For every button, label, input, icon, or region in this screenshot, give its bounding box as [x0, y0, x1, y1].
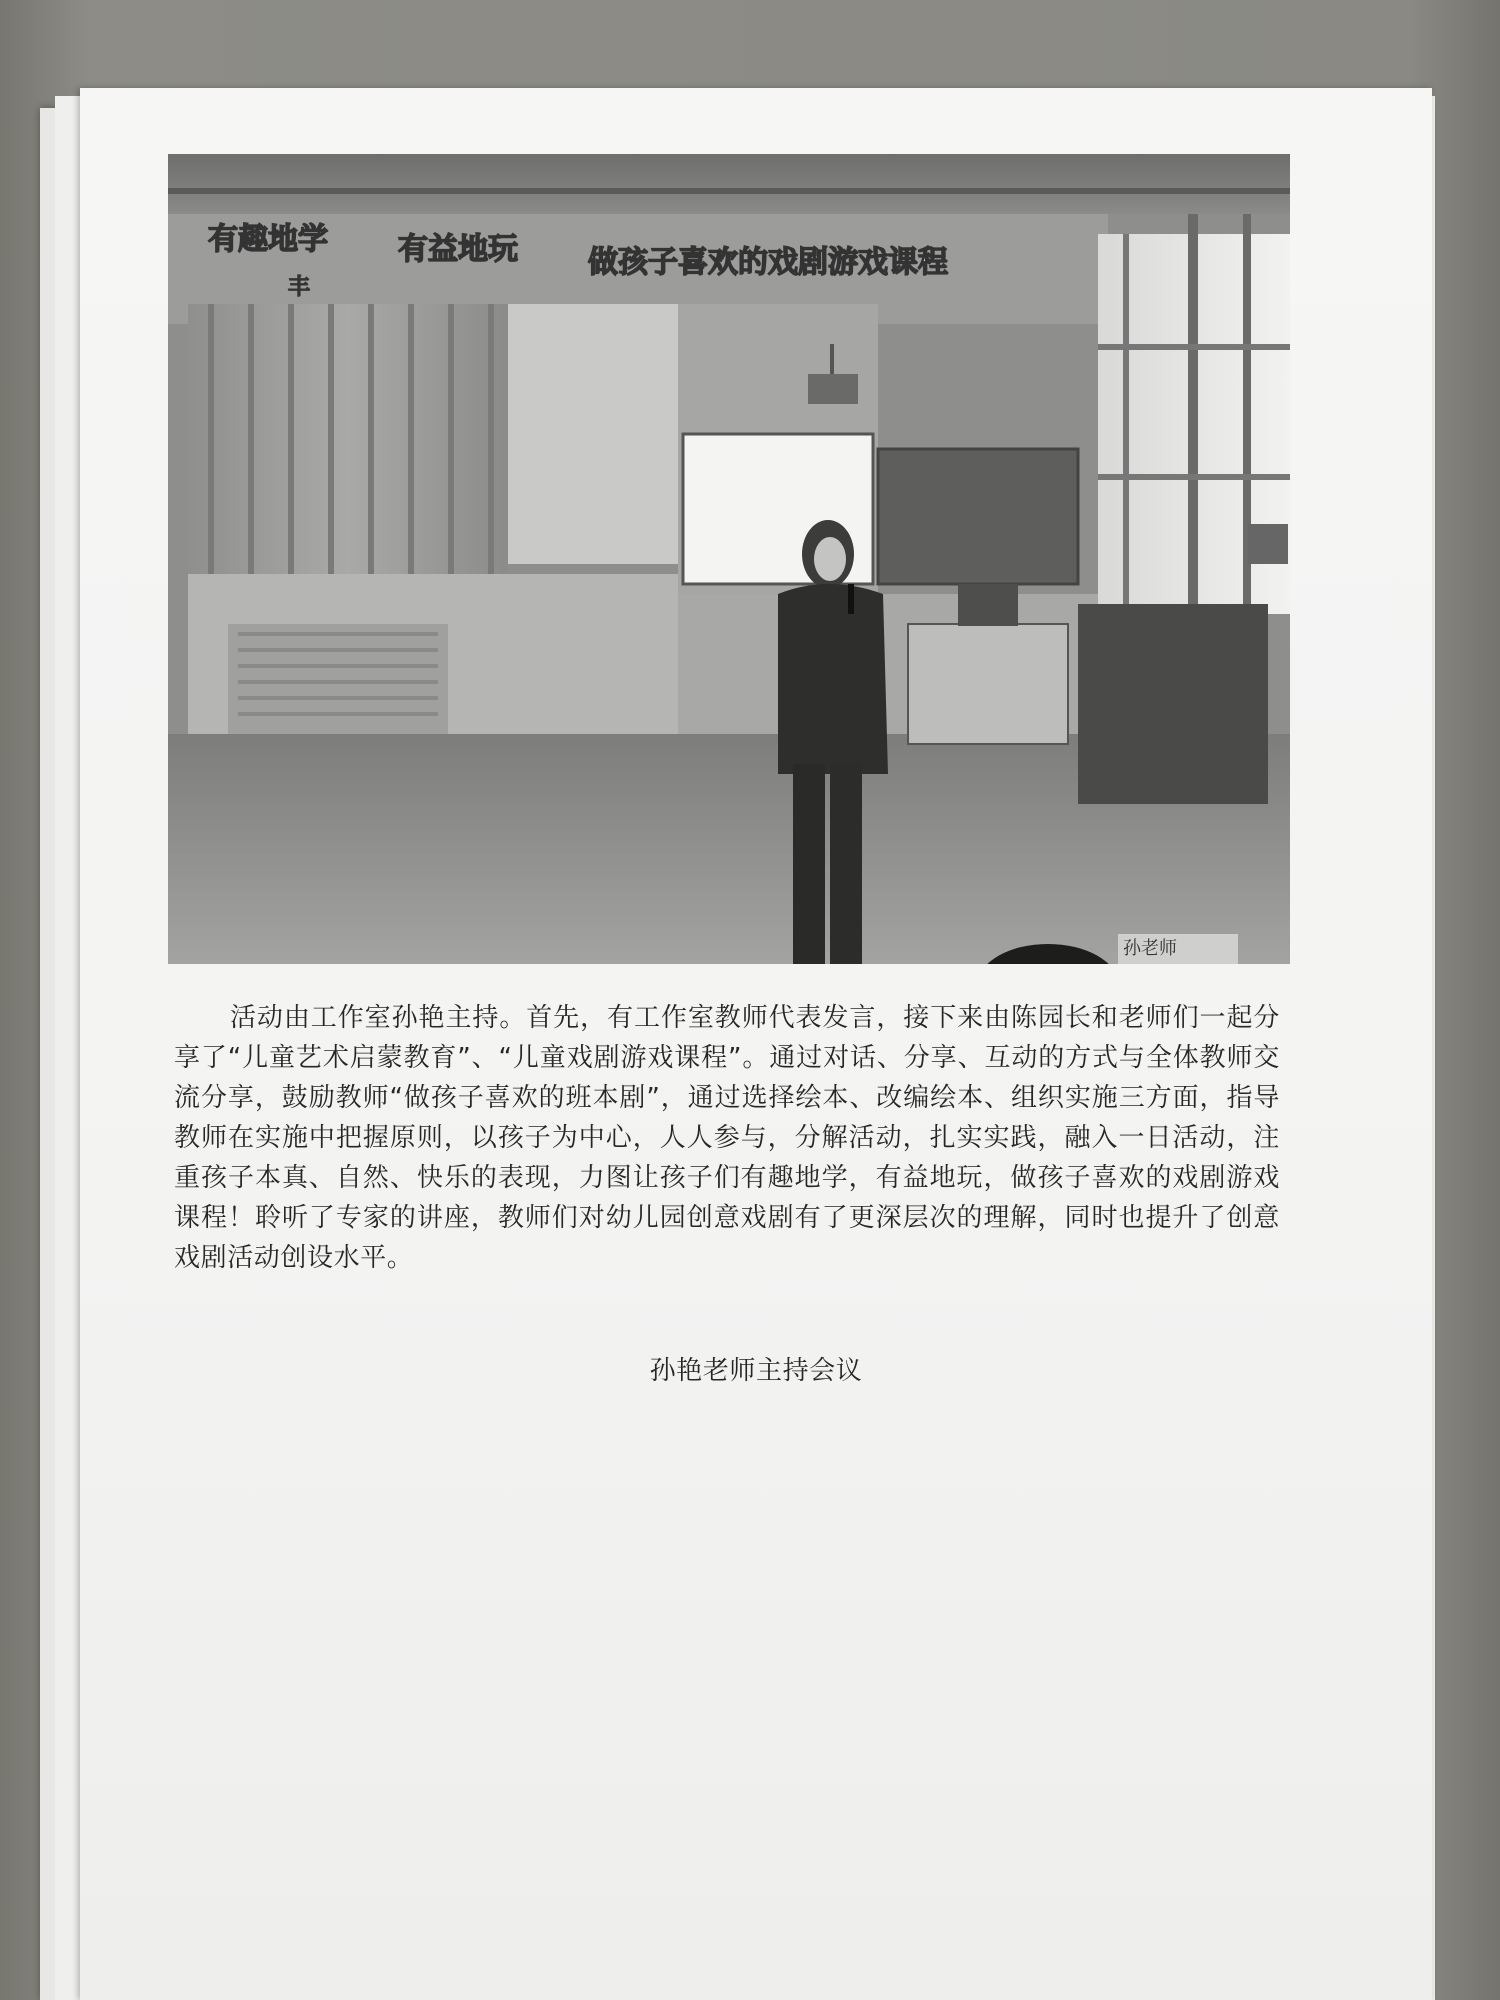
- printed-paper-page: [80, 88, 1432, 2000]
- body-paragraph: 活动由工作室孙艳主持。首先，有工作室教师代表发言，接下来由陈园长和老师们一起分享了“儿童艺术启蒙教育”、“儿童戏剧游戏课程”。通过对话、分享、互动的方式与全体教师交流分享，鼓励教师“做孩子喜欢的班本剧”，通过选择绘本、改编绘本、组织实施三方面，指导教师在实施中把握原则，以孩子为中心，人人参与，分解活动，扎实实践，融入一日活动，注重孩子本真、自然、快乐的表现，力图让孩子们有趣地学，有益地玩，做孩子喜欢的戏剧游戏课程！聆听了专家的讲座，教师们对幼儿园创意戏剧有了更深层次的理解，同时也提升了创意戏剧活动创设水平。: [174, 1003, 1280, 1273]
- event-photo: [168, 154, 1290, 964]
- desk-name-sign: 孙老师: [1123, 938, 1177, 959]
- svg-text:丰: 丰: [288, 275, 311, 300]
- photo-caption: 孙艳老师主持会议: [649, 1356, 863, 1386]
- window: [1098, 214, 1290, 614]
- svg-text:有益地玩: 有益地玩: [398, 232, 518, 267]
- blackboard: [878, 449, 1078, 584]
- svg-text:有趣地学: 有趣地学: [208, 222, 328, 257]
- svg-text:做孩子喜欢的戏剧游戏课程: 做孩子喜欢的戏剧游戏课程: [588, 245, 948, 280]
- radiator: [228, 624, 448, 734]
